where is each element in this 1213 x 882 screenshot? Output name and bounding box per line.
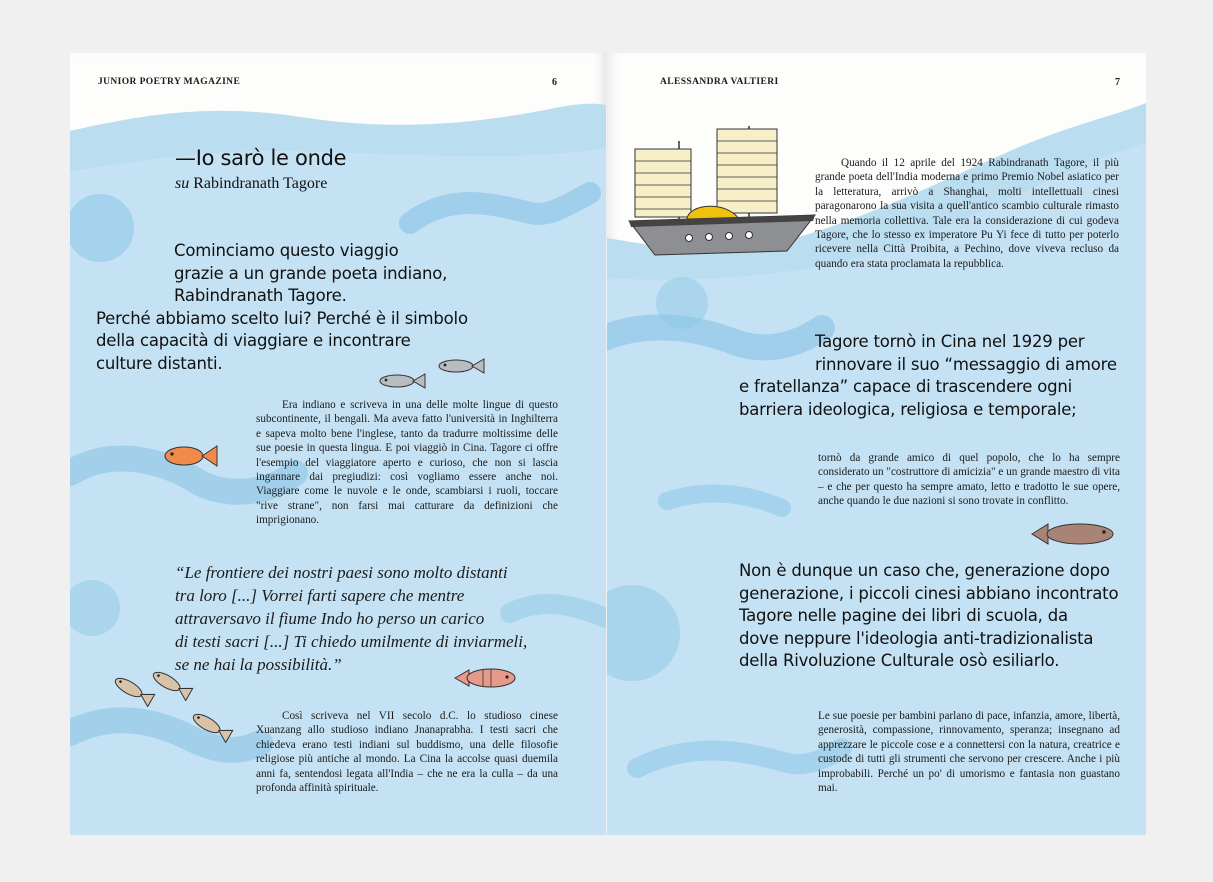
article-subtitle: su Rabindranath Tagore bbox=[175, 175, 328, 192]
intro-paragraph: Cominciamo questo viaggio grazie a un grande poeta indiano, Rabindranath Tagore. Perché abbiamo scelto lui? Perché è il simbolo della capacità di viaggiare e incontrare culture distanti. bbox=[96, 241, 468, 373]
beige-fish-icon bbox=[186, 709, 236, 743]
body-paragraph-2: tornò da grande amico di quel popolo, che lo ha sempre considerato un "costruttore di amicizia" e un grande maestro di vita – e che per questo ha sempre amato, letto e tradotto le sue opere, anche quando le due nazioni si sono trovate in conflitto. bbox=[818, 452, 1120, 508]
highlight-paragraph-2: Non è dunque un caso che, generazione dopo generazione, i piccoli cinesi abbiano incontrato Tagore nelle pagine dei libri di scuola, da dove neppure l'ideologia anti-tradizionalista della Rivoluzione Culturale osò esiliarlo. bbox=[739, 561, 1119, 670]
article-title: —Io sarò le onde bbox=[175, 146, 347, 170]
pull-quote: “Le frontiere dei nostri paesi sono molto distanti tra loro [...] Vorrei farti sapere che mentre attraversavo il fiume Indo ho perso un carico di testi sacri [...] Ti chiedo umilmente di inviarmeli, se ne hai la possibilità.” bbox=[175, 563, 528, 674]
body-paragraph-1: Era indiano e scriveva in una delle molte lingue di questo subcontinente, il bengali. Ma aveva fatto l'università in Inghilterra e sapeva molto bene l'inglese, tanto da tradurre moltissime delle sue poesie in questa lingua. E poi viaggiò in Cina. Tagore ci offre l'esempio del viaggiatore aperto e curioso, che non si lascia ingannare dai pregiudizi: così vogliamo essere anche noi. Viaggiare come le nuvole e le onde, scambiarsi i ruoli, toccare "rive strane", non farsi mai catturare da definizioni che imprigionano. bbox=[256, 399, 558, 527]
orange-fish-icon bbox=[160, 441, 220, 471]
left-page bbox=[70, 53, 606, 835]
right-page bbox=[607, 53, 1146, 835]
page-number: 6 bbox=[552, 77, 557, 88]
striped-fish-icon bbox=[453, 664, 521, 692]
body-paragraph-1: Quando il 12 aprile del 1924 Rabindranath Tagore, il più grande poeta dell'India moderna e primo Premio Nobel asiatico per la letteratura, arrivò a Shanghai, molti intellettuali cinesi paragonarono la sua visita a quell'antico scambio culturale rimasto nella memoria collettiva. Tale era la considerazione di cui godeva Tagore, che lo stesso ex imperatore Pu Yi fece di tutto per poterlo ricevere nella Città Proibita, a Pechino, dove viveva recluso da quando era stata proclamata la repubblica. bbox=[815, 157, 1119, 270]
beige-fish-icon bbox=[146, 667, 196, 701]
author-header: ALESSANDRA VALTIERI bbox=[660, 77, 779, 87]
highlight-paragraph-1: Tagore tornò in Cina nel 1929 per rinnovare il suo “messaggio di amore e fratellanza” capace di trascendere ogni barriera ideologica, religiosa e temporale; bbox=[739, 332, 1117, 419]
body-paragraph-2: Così scriveva nel VII secolo d.C. lo studioso cinese Xuanzang allo studioso indiano Jnanaprabha. I testi sacri che chiedeva erano testi indiani sul buddismo, una delle filosofie religiose più antiche al mondo. La Cina la accolse quasi duemila anni fa, sentendosi legata all'India – che ne era la culla – da una profonda affinità spirituale. bbox=[256, 710, 558, 795]
grey-fish-icon bbox=[434, 356, 486, 376]
body-paragraph-3: Le sue poesie per bambini parlano di pace, infanzia, amore, libertà, generosità, compassione, rinnovamento, speranza; insegnano ad apprezzare le piccole cose e a connettersi con la natura, creatrice e custode di tutti gli strumenti che servono per crescere. Anche i più improbabili. Perché un po' di umorismo e fantasia non guastano mai. bbox=[818, 710, 1120, 795]
grey-fish-icon bbox=[375, 371, 427, 391]
splash-blob bbox=[656, 277, 708, 329]
magazine-header: JUNIOR POETRY MAGAZINE bbox=[98, 77, 241, 87]
brown-fish-icon bbox=[1030, 518, 1118, 550]
page-number: 7 bbox=[1115, 77, 1120, 88]
ship-icon bbox=[627, 121, 817, 271]
